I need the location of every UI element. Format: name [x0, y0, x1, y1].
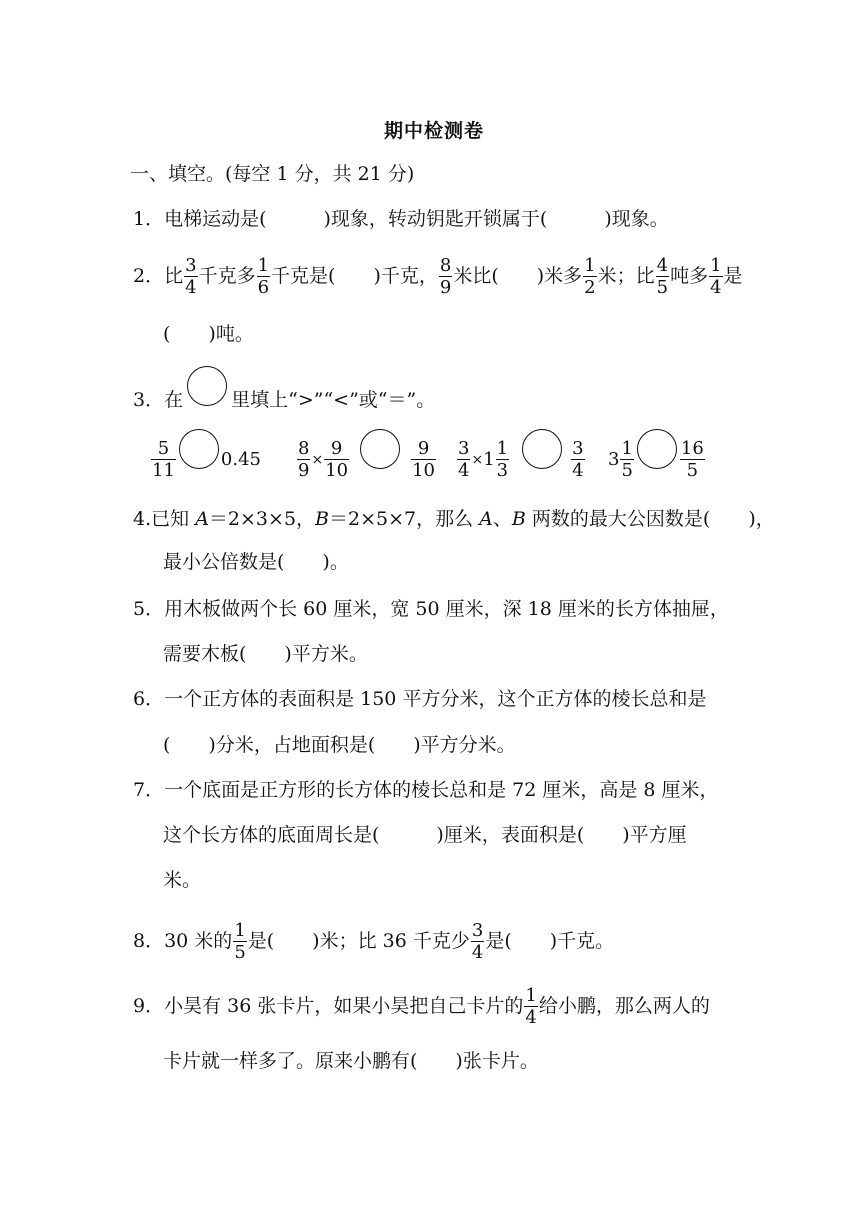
denominator: 10: [325, 460, 349, 481]
question-3: [133, 386, 435, 414]
denominator: 4: [710, 277, 722, 298]
numerator: 9: [411, 440, 436, 460]
text: 两数的最大公因数是( )，: [525, 508, 775, 530]
question-5-line-2: 需要木板( )平方米。: [163, 643, 368, 665]
denominator: 4: [185, 277, 197, 298]
numerator: 4: [656, 255, 669, 276]
fraction: [680, 440, 705, 480]
question-text: 一个正方体的表面积是 150 平方分米，这个正方体的棱长总和是: [164, 688, 707, 710]
question-text: 电梯运动是( )现象，转动钥匙开锁属于( )现象。: [164, 208, 669, 230]
fraction: [583, 257, 596, 297]
question-text: 用木板做两个长 60 厘米，宽 50 厘米，深 18 厘米的长方体抽屉，: [164, 598, 729, 620]
question-text: 一个底面是正方形的长方体的棱长总和是 72 厘米，高是 8 厘米，: [164, 779, 719, 801]
denominator: 5: [656, 277, 669, 298]
question-1: [133, 205, 669, 233]
fraction: [524, 987, 537, 1027]
denominator: 9: [439, 277, 452, 298]
question-6-line-2: ( )分米，占地面积是( )平方分米。: [163, 734, 516, 756]
denominator: 10: [412, 460, 435, 481]
question-number: 3．: [133, 389, 165, 411]
numerator: 1: [496, 438, 509, 459]
compare-circle-icon: [522, 429, 562, 469]
compare-circle-icon: [179, 429, 219, 469]
fraction: [709, 257, 722, 297]
denominator: 5: [686, 460, 699, 481]
denominator: 4: [471, 942, 484, 963]
question-9: [133, 987, 710, 1027]
whole-part: 3: [608, 449, 620, 470]
fraction: [184, 257, 197, 297]
text: 里填上“>”“<”或“＝”。: [231, 389, 436, 411]
denominator: 2: [584, 277, 596, 298]
fraction: [151, 440, 176, 480]
question-number: 9．: [133, 995, 165, 1017]
denominator: 4: [572, 460, 584, 481]
text: 是( )米；比 36 千克少: [247, 930, 470, 952]
numerator: 9: [324, 440, 349, 460]
question-2-line-2: ( )吨。: [163, 323, 254, 345]
numerator: 1: [584, 255, 596, 276]
denominator: 3: [496, 460, 509, 481]
denominator: 4: [525, 1007, 537, 1028]
compare-expression-2: [296, 440, 437, 480]
question-5: [133, 595, 729, 623]
numerator: 1: [234, 920, 246, 941]
text: 千克多: [198, 265, 256, 287]
fraction: [496, 440, 509, 480]
fraction: [620, 440, 633, 480]
question-number: 5．: [133, 598, 165, 620]
numerator: 1: [710, 255, 722, 276]
compare-expression-3: [456, 440, 586, 480]
question-2: [133, 257, 743, 297]
fraction: [324, 440, 349, 480]
text: 是: [723, 265, 743, 287]
numerator: 8: [298, 438, 310, 459]
text: 在: [164, 389, 184, 411]
numerator: 8: [439, 255, 452, 276]
compare-expression-1: [150, 440, 261, 480]
times-sign: ×: [311, 452, 324, 468]
text: 已知: [151, 508, 196, 530]
text: 30 米的: [164, 930, 233, 952]
times-sign: ×: [471, 452, 484, 468]
fraction: [656, 257, 669, 297]
numerator: 1: [621, 438, 633, 459]
question-8: [133, 922, 614, 962]
question-4-line-2: 最小公倍数是( )。: [163, 551, 349, 573]
text: 米比( )米多: [453, 265, 583, 287]
text: 、: [492, 508, 512, 530]
fraction: [571, 440, 584, 480]
text: ＝2×5×7，那么: [329, 508, 480, 530]
compare-circle-icon: [187, 366, 227, 406]
variable-b: B: [315, 508, 329, 530]
text: 是( )千克。: [485, 930, 615, 952]
question-7: [133, 776, 719, 804]
question-9-line-2: 卡片就一样多了。原来小鹏有( )张卡片。: [163, 1050, 539, 1072]
text: 千克是( )千克，: [271, 265, 438, 287]
denominator: 4: [458, 460, 470, 481]
denominator: 9: [298, 460, 310, 481]
numerator: 1: [525, 985, 537, 1006]
denominator: 6: [257, 277, 270, 298]
question-number: 2．: [133, 265, 165, 287]
numerator: 5: [151, 440, 176, 460]
text: 比: [164, 265, 184, 287]
numerator: 3: [185, 255, 197, 276]
question-number: 8．: [133, 930, 165, 952]
fraction: [411, 440, 436, 480]
denominator: 11: [152, 460, 175, 481]
question-number: 1．: [133, 208, 165, 230]
fraction: [233, 922, 246, 962]
numerator: 3: [471, 920, 484, 941]
text: ＝2×3×5，: [208, 508, 316, 530]
question-7-line-2: 这个长方体的底面周长是( )厘米，表面积是( )平方厘: [163, 824, 687, 846]
question-7-line-3: 米。: [163, 869, 202, 891]
question-number: 6．: [133, 688, 165, 710]
question-number: 7．: [133, 779, 165, 801]
whole-part: 1: [483, 449, 495, 470]
question-number: 4.: [133, 508, 152, 530]
question-6: [133, 685, 706, 713]
text: 给小鹏，那么两人的: [538, 995, 710, 1017]
fraction: [257, 257, 270, 297]
text: 吨多: [670, 265, 709, 287]
text: 小昊有 36 张卡片，如果小昊把自己卡片的: [164, 995, 524, 1017]
variable-a: A: [479, 508, 493, 530]
decimal-value: 0.45: [220, 449, 261, 470]
numerator: 3: [458, 438, 470, 459]
variable-a: A: [195, 508, 209, 530]
fraction: [439, 257, 452, 297]
fraction: [297, 440, 310, 480]
denominator: 5: [234, 942, 246, 963]
compare-circle-icon: [360, 429, 400, 469]
text: 米；比: [597, 265, 655, 287]
fraction: [471, 922, 484, 962]
variable-b: B: [511, 508, 526, 530]
question-4: [133, 505, 775, 533]
section-heading: 一、填空。(每空 1 分，共 21 分): [130, 163, 415, 185]
numerator: 16: [680, 438, 704, 459]
fraction: [457, 440, 470, 480]
compare-circle-icon: [637, 429, 677, 469]
numerator: 3: [572, 438, 584, 459]
page-title: 期中检测卷: [383, 120, 484, 142]
numerator: 1: [257, 255, 270, 276]
compare-expression-4: [608, 440, 706, 480]
denominator: 5: [621, 460, 633, 481]
